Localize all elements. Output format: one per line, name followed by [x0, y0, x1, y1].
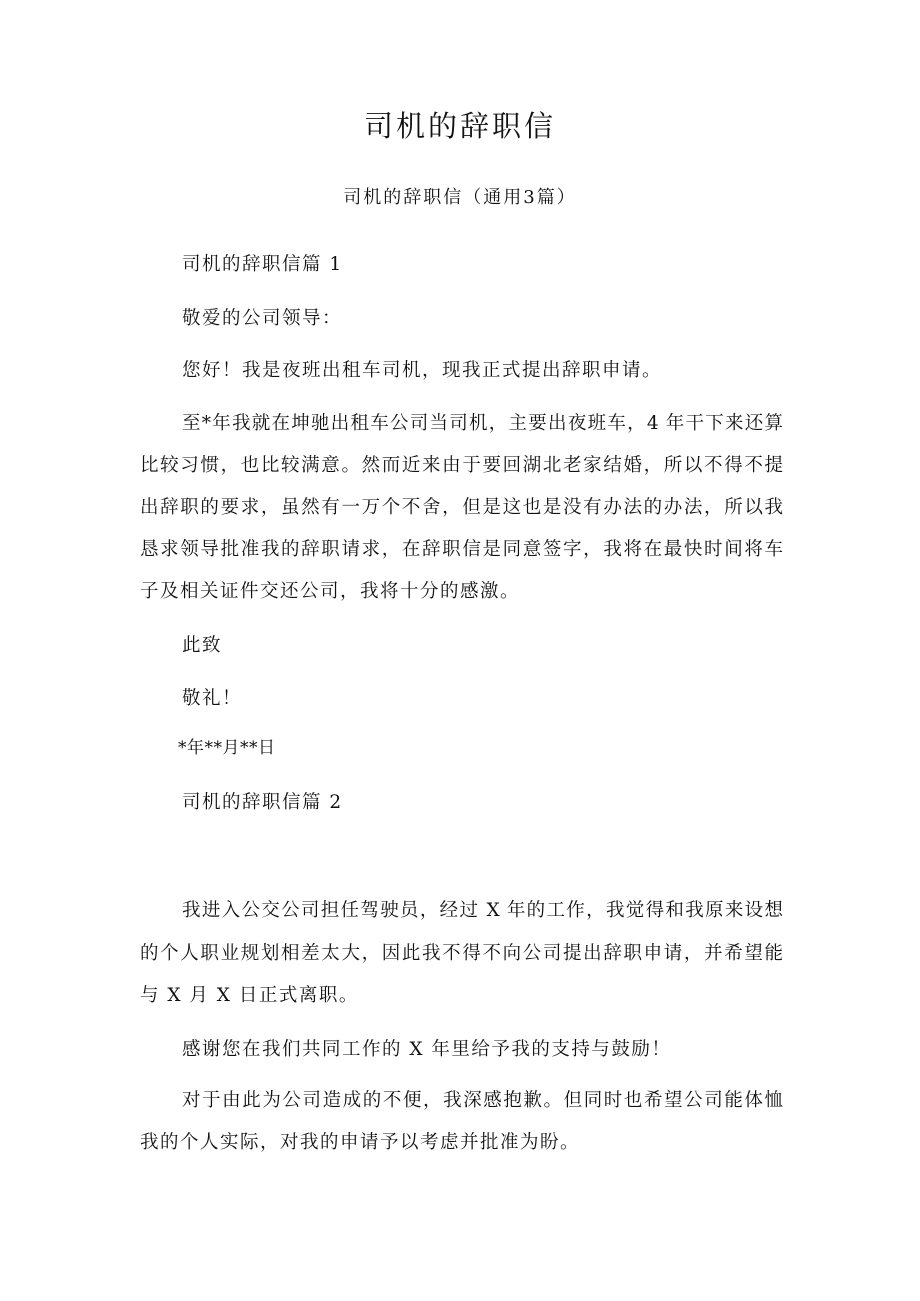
letter2-heading: 司机的辞职信篇 2 [182, 792, 343, 813]
letter2-para1-line: 的个人职业规划相差太大，因此我不得不向公司提出辞职申请，并希望能 [140, 943, 783, 964]
letter1-body-line: 子及相关证件交还公司，我将十分的感激。 [140, 581, 521, 602]
letter1-body-line: 恳求领导批准我的辞职请求，在辞职信是同意签字，我将在最快时间将车 [140, 539, 783, 560]
letter2-para3-line: 对于由此为公司造成的不便，我深感抱歉。但同时也希望公司能体恤 [182, 1090, 783, 1111]
letter1-salutation: 敬爱的公司领导： [182, 308, 343, 329]
letter2-para1-line: 与 X 月 X 日正式离职。 [140, 985, 359, 1006]
letter1-body-line: 比较习惯，也比较满意。然而近来由于要回湖北老家结婚，所以不得不提 [140, 455, 783, 476]
letter1-heading: 司机的辞职信篇 1 [182, 254, 343, 275]
document-subtitle: 司机的辞职信（通用3篇） [343, 187, 577, 208]
document-title: 司机的辞职信 [363, 109, 556, 143]
letter1-body-line: 至*年我就在坤驰出租车公司当司机，主要出夜班车，4 年干下来还算 [182, 413, 783, 434]
letter2-para3-line: 我的个人实际，对我的申请予以考虑并批准为盼。 [140, 1132, 581, 1153]
letter2-para2: 感谢您在我们共同工作的 X 年里给予我的支持与鼓励！ [182, 1039, 672, 1060]
letter1-closing-jing-li: 敬礼！ [182, 688, 243, 709]
letter1-intro: 您好！我是夜班出租车司机，现我正式提出辞职申请。 [182, 360, 663, 381]
letter2-para1-line: 我进入公交公司担任驾驶员，经过 X 年的工作，我觉得和我原来设想 [182, 900, 783, 921]
letter1-body-line: 出辞职的要求，虽然有一万个不舍，但是这也是没有办法的办法，所以我 [140, 497, 783, 518]
letter1-date: *年**月**日 [178, 738, 276, 758]
letter1-closing-ci-zhi: 此致 [182, 635, 223, 656]
